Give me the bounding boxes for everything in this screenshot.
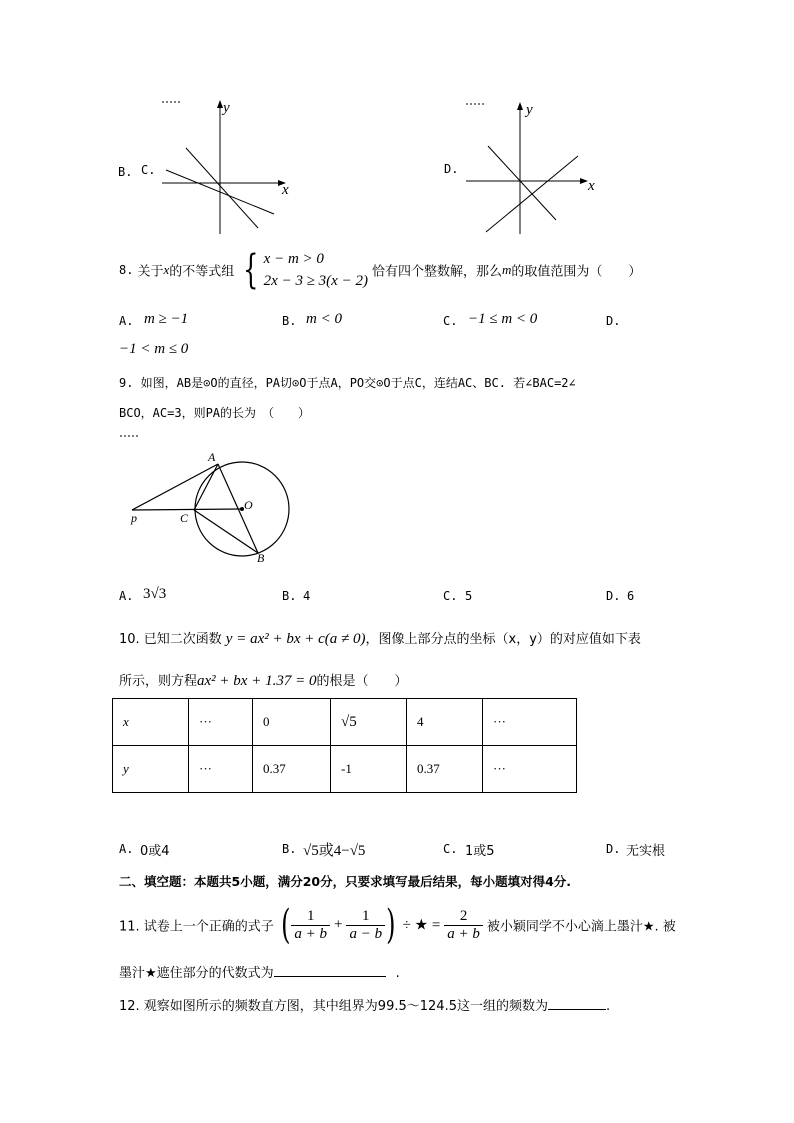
- q7-graph-d: [460, 96, 610, 238]
- q10-line-1a: 10. 已知二次函数: [119, 632, 222, 647]
- q9-option-a-label: A.: [119, 589, 134, 603]
- q8-option-b: m < 0: [306, 311, 342, 327]
- table-row: [113, 699, 577, 746]
- q11-frac2-num: 1: [346, 908, 385, 926]
- q8-option-d-label: D.: [606, 314, 621, 328]
- q10-option-a: 0或4: [140, 844, 170, 859]
- section-2-heading: 二、填空题：本题共5小题，满分20分，只要求填写最后结果，每小题填对得4分.: [119, 874, 572, 889]
- table-cell: ···: [189, 746, 253, 793]
- table-row: [113, 746, 577, 793]
- q12-text: 12. 观察如图所示的频数直方图，其中组界为99.5～124.5这一组的频数为: [119, 999, 548, 1014]
- q9-option-d: 6: [627, 589, 635, 603]
- q10-line-2: [119, 670, 407, 690]
- q11-frac3-num: 2: [444, 908, 483, 926]
- q11-answer-blank[interactable]: [274, 964, 386, 977]
- q8-var-m: m: [501, 262, 512, 277]
- q11-fraction-1: [291, 908, 330, 943]
- q9-option-c-label: C.: [443, 589, 458, 603]
- q10-line-2b: 的根是（ ）: [316, 674, 408, 689]
- q8-option-a: m ≥ −1: [144, 311, 189, 327]
- q10-value-table: [112, 698, 577, 793]
- q11-line-2-end: .: [395, 966, 400, 981]
- table-cell: ···: [189, 699, 253, 746]
- q10-function: y = ax² + bx + c(a ≠ 0): [225, 631, 366, 647]
- table-cell: -1: [331, 746, 407, 793]
- q10-option-d-label: D.: [606, 842, 621, 856]
- q7-d-axis-x: x: [588, 178, 595, 194]
- table-cell: x: [113, 699, 189, 746]
- q11-line-2-text: 墨汁★遮住部分的代数式为: [119, 966, 274, 981]
- table-cell: 0: [253, 699, 331, 746]
- q11-line-1: 11. 试卷上一个正确的式子 ( $\frac{1}{a + b}$ + $\frac{1}{a - b}$ ) ÷ ★ = $\frac{2}{a + b}$ 被小颖同学不小心滴上墨汁★. 被: [119, 902, 676, 948]
- table-cell: √5: [331, 699, 407, 746]
- q8-system: { x − m > 0 2x − 3 ≥ 3(x − 2): [243, 247, 368, 293]
- q7-label-b: B.: [118, 165, 133, 179]
- q12-answer-blank[interactable]: [548, 997, 606, 1010]
- q8-text-end: 的取值范围为（ ）: [511, 264, 642, 280]
- q11-line-2: [119, 962, 400, 981]
- q10-option-d: 无实根: [626, 844, 666, 859]
- q11-frac2-den: a − b: [349, 925, 383, 942]
- q9-option-a: 3√3: [143, 586, 167, 602]
- q8-option-d: −1 < m ≤ 0: [119, 341, 189, 357]
- q7-label-d: D.: [444, 162, 459, 176]
- q9-point-c: C: [180, 511, 189, 525]
- q7-d-axis-y: y: [526, 102, 533, 118]
- q8-inequality-2: 2x − 3 ≥ 3(x − 2): [263, 273, 368, 289]
- q11-frac1-num: 1: [291, 908, 330, 926]
- q9-point-p: p: [131, 511, 137, 525]
- q9-option-c: 5: [465, 589, 473, 603]
- q10-option-c: 1或5: [465, 844, 495, 859]
- q8-option-c-label: C.: [443, 314, 458, 328]
- q9-point-b: B: [257, 551, 265, 565]
- q8-text-mid: 的不等式组: [169, 264, 235, 280]
- q12-end: .: [605, 999, 611, 1014]
- q9-line-1: 9. 如图，AB是⊙O的直径，PA切⊙O于点A，PO交⊙O于点C，连结AC、BC. 若∠BAC=2∠: [119, 376, 576, 390]
- q7-c-axis-x: x: [282, 182, 289, 198]
- q11-text-a: 11. 试卷上一个正确的式子: [119, 919, 274, 935]
- q10-option-b: √5或4−√5: [303, 843, 366, 859]
- q9-point-a: A: [208, 450, 216, 464]
- q8-option-a-label: A.: [119, 314, 134, 328]
- q9-line-2: BCO，AC=3，则PA的长为 （ ）: [119, 406, 311, 420]
- q10-line-1: [119, 628, 641, 648]
- q9-point-o: O: [244, 498, 253, 512]
- table-cell: 0.37: [253, 746, 331, 793]
- q8-text-before: 关于: [137, 264, 164, 280]
- table-cell: ···: [483, 746, 577, 793]
- q10-option-a-label: A.: [119, 842, 134, 856]
- q8-option-c: −1 ≤ m < 0: [468, 311, 538, 327]
- q11-frac1-den: a + b: [294, 925, 328, 942]
- q9-option-b: 4: [303, 589, 311, 603]
- q8-var-x: x: [163, 262, 170, 277]
- q8-option-b-label: B.: [282, 314, 297, 328]
- q7-graph-c: [150, 96, 300, 238]
- q8-stem: [119, 248, 641, 300]
- q11-text-b: 被小颖同学不小心滴上墨汁★. 被: [486, 919, 676, 935]
- q10-option-b-label: B.: [282, 842, 297, 856]
- table-cell: ···: [483, 699, 577, 746]
- q9-option-b-label: B.: [282, 589, 297, 603]
- q10-line-2a: 所示，则方程: [119, 674, 198, 689]
- table-cell: y: [113, 746, 189, 793]
- q11-fraction-3: [444, 908, 483, 943]
- q8-inequality-1: x − m > 0: [263, 251, 324, 267]
- table-cell: 0.37: [407, 746, 483, 793]
- q10-option-c-label: C.: [443, 842, 458, 856]
- table-cell: 4: [407, 699, 483, 746]
- q8-text-after: 恰有四个整数解，那么: [371, 264, 502, 280]
- q8-number: 8.: [119, 263, 134, 277]
- q11-div-star: ÷ ★ =: [402, 917, 441, 934]
- q7-label-c: C.: [141, 163, 156, 177]
- q10-equation: ax² + bx + 1.37 = 0: [197, 673, 317, 689]
- q10-line-1b: ，图像上部分点的坐标（x，y）的对应值如下表: [365, 632, 641, 647]
- q12-line: [119, 995, 610, 1014]
- q9-option-d-label: D.: [606, 589, 621, 603]
- q11-frac3-den: a + b: [447, 925, 480, 942]
- q7-c-axis-y: y: [223, 100, 230, 116]
- q11-fraction-2: [346, 908, 385, 943]
